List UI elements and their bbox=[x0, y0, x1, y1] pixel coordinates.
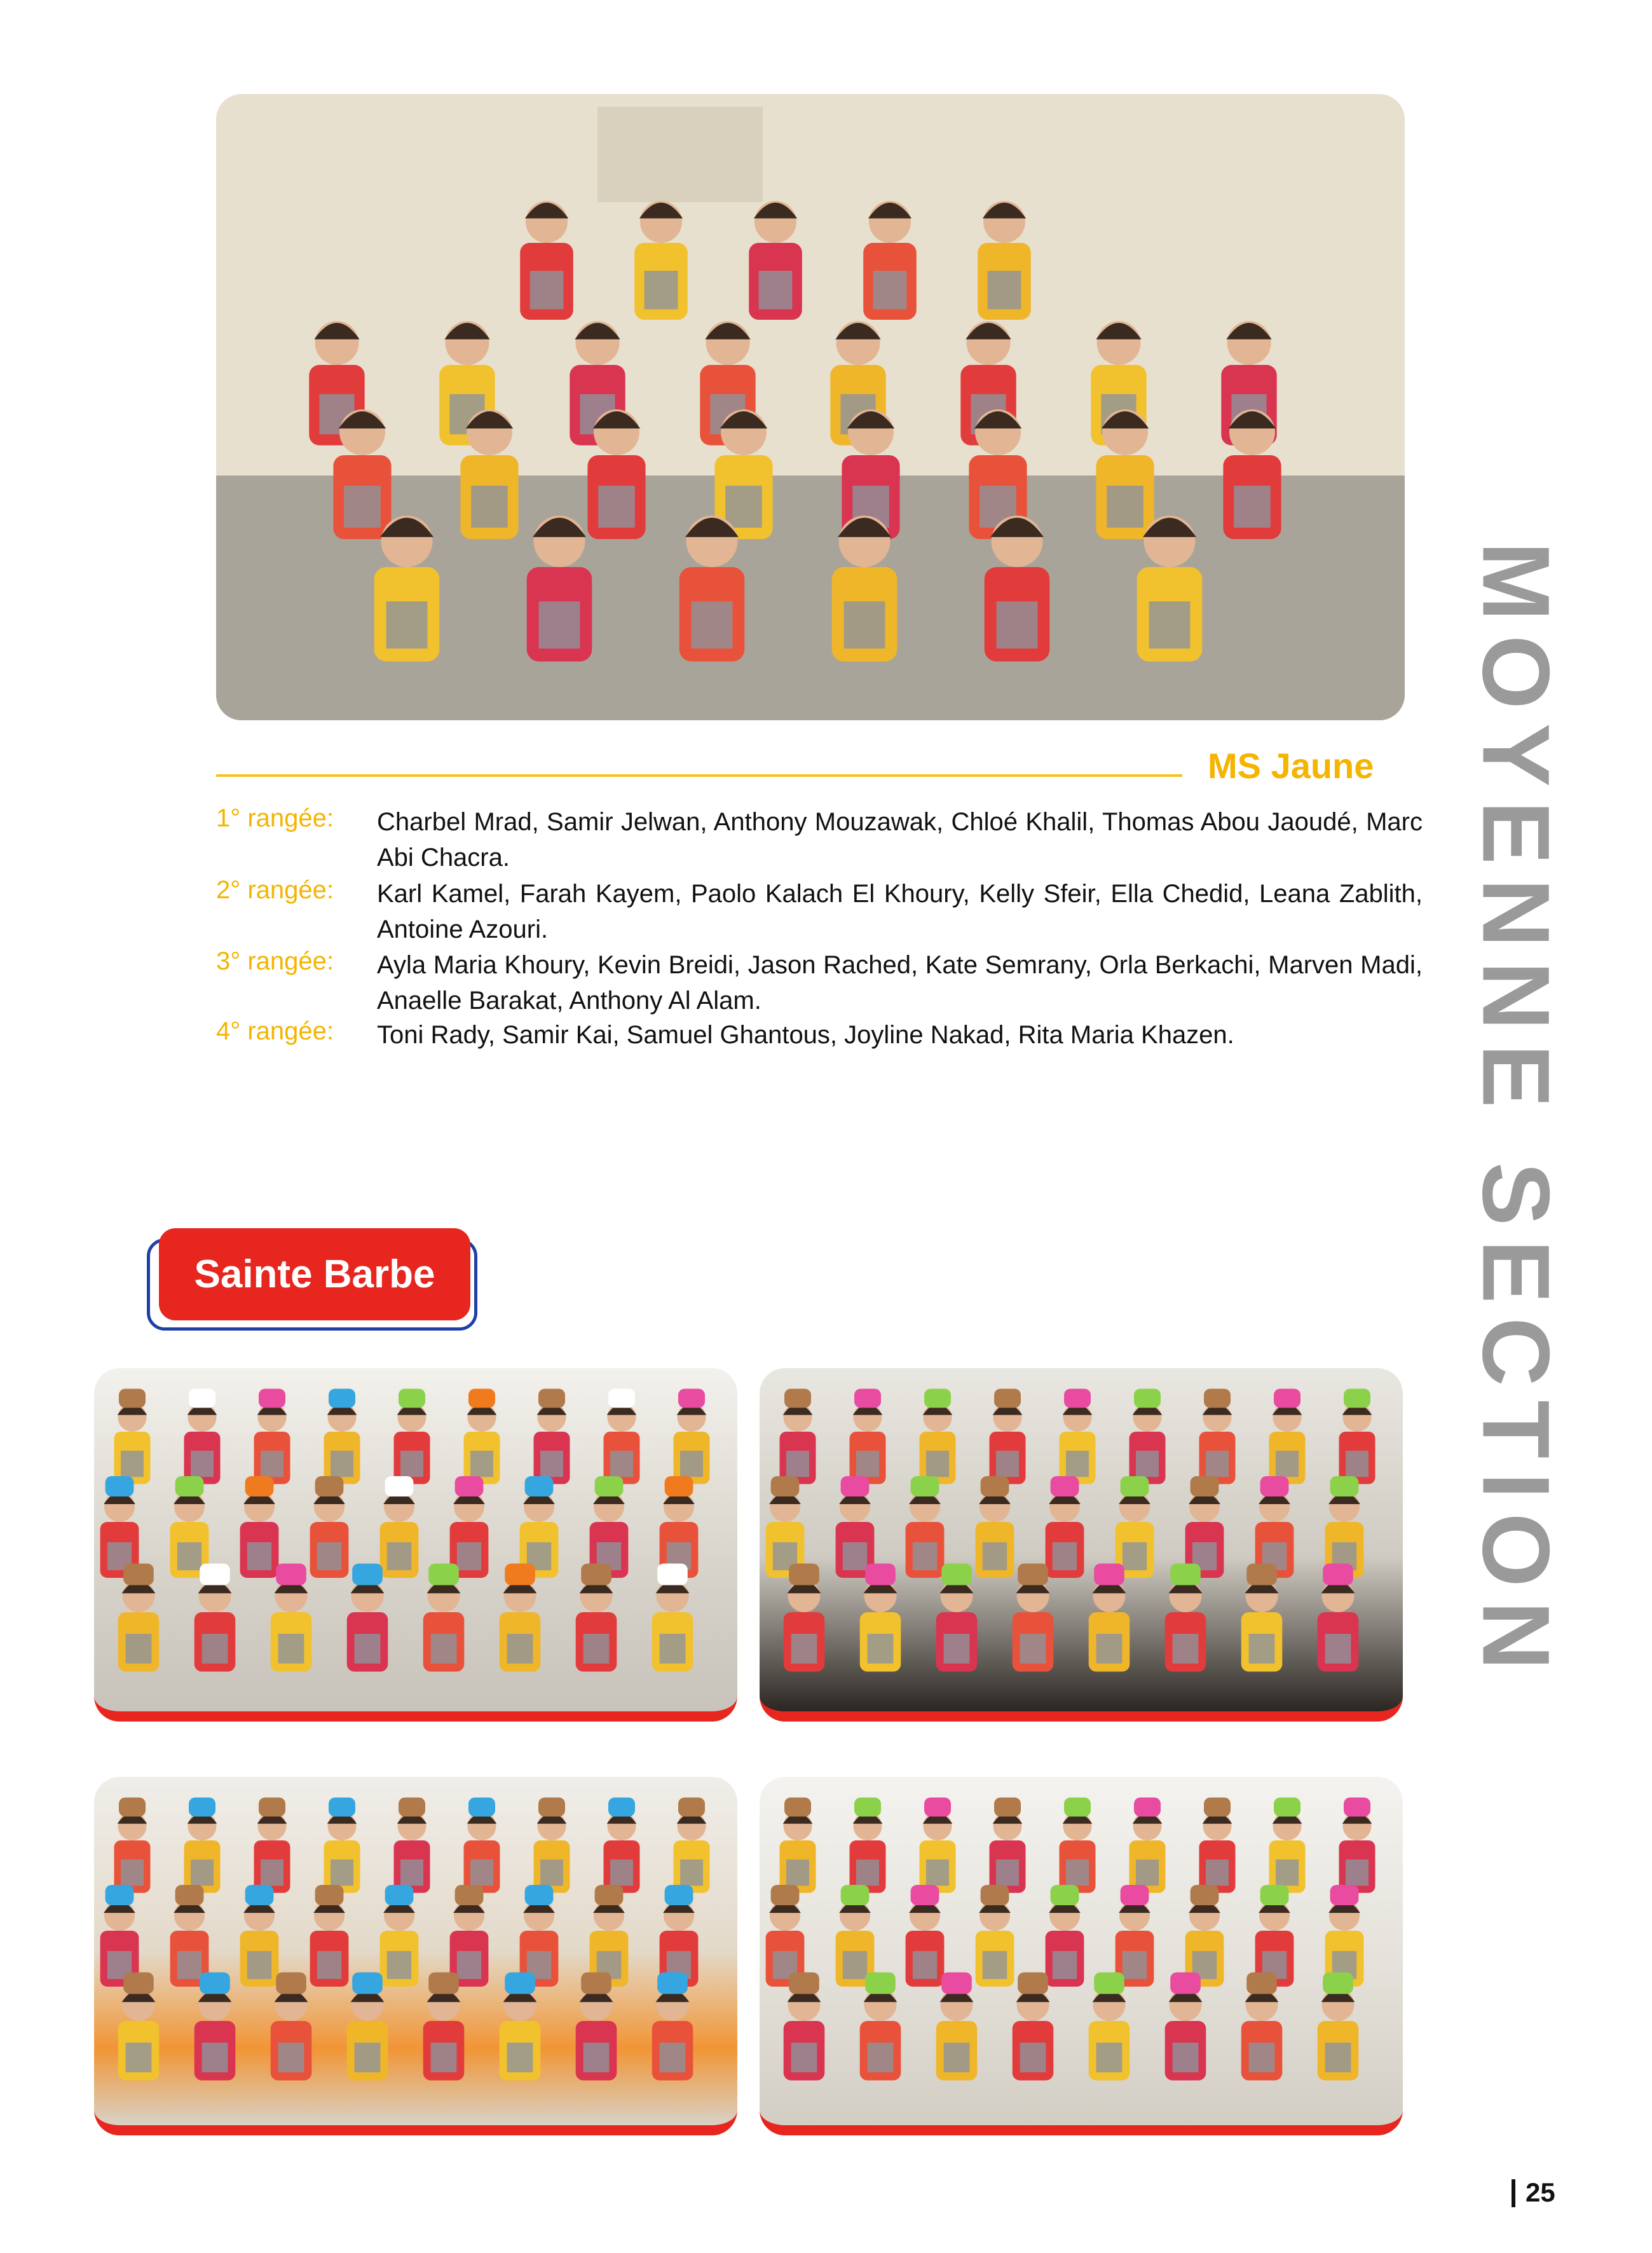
row-label-4: 4° rangée: bbox=[216, 1017, 334, 1045]
caption-rule bbox=[216, 774, 1182, 777]
event-photo-3 bbox=[94, 1777, 737, 2135]
row-names-2: Karl Kamel, Farah Kayem, Paolo Kalach El Khoury, Kelly Sfeir, Ella Chedid, Leana Zablith, Antoine Azouri. bbox=[377, 880, 1423, 943]
section-badge: Sainte Barbe bbox=[159, 1228, 470, 1320]
row-label-1: 1° rangée: bbox=[216, 804, 334, 832]
event-photo-4 bbox=[760, 1777, 1403, 2135]
row-label-3: 3° rangée: bbox=[216, 947, 334, 975]
event-photo-1 bbox=[94, 1368, 737, 1722]
class-heading: MS Jaune bbox=[1208, 746, 1374, 786]
page-number-bar bbox=[1512, 2179, 1515, 2207]
row-names-4: Toni Rady, Samir Kai, Samuel Ghantous, Joyline Nakad, Rita Maria Khazen. bbox=[377, 1021, 1234, 1049]
row-names-1: Charbel Mrad, Samir Jelwan, Anthony Mouzawak, Chloé Khalil, Thomas Abou Jaoudé, Marc Abi Chacra. bbox=[377, 808, 1423, 872]
event-photo-2 bbox=[760, 1368, 1403, 1722]
page-number: 25 bbox=[1526, 2177, 1555, 2207]
side-title-text: MOYENNE SECTION bbox=[1463, 541, 1570, 1684]
side-title bbox=[1443, 509, 1589, 1716]
row-label-2: 2° rangée: bbox=[216, 876, 334, 904]
row-names-3: Ayla Maria Khoury, Kevin Breidi, Jason Rached, Kate Semrany, Orla Berkachi, Marven Madi, Anaelle Barakat, Anthony Al Alam. bbox=[377, 951, 1423, 1015]
class-photo bbox=[216, 94, 1405, 720]
